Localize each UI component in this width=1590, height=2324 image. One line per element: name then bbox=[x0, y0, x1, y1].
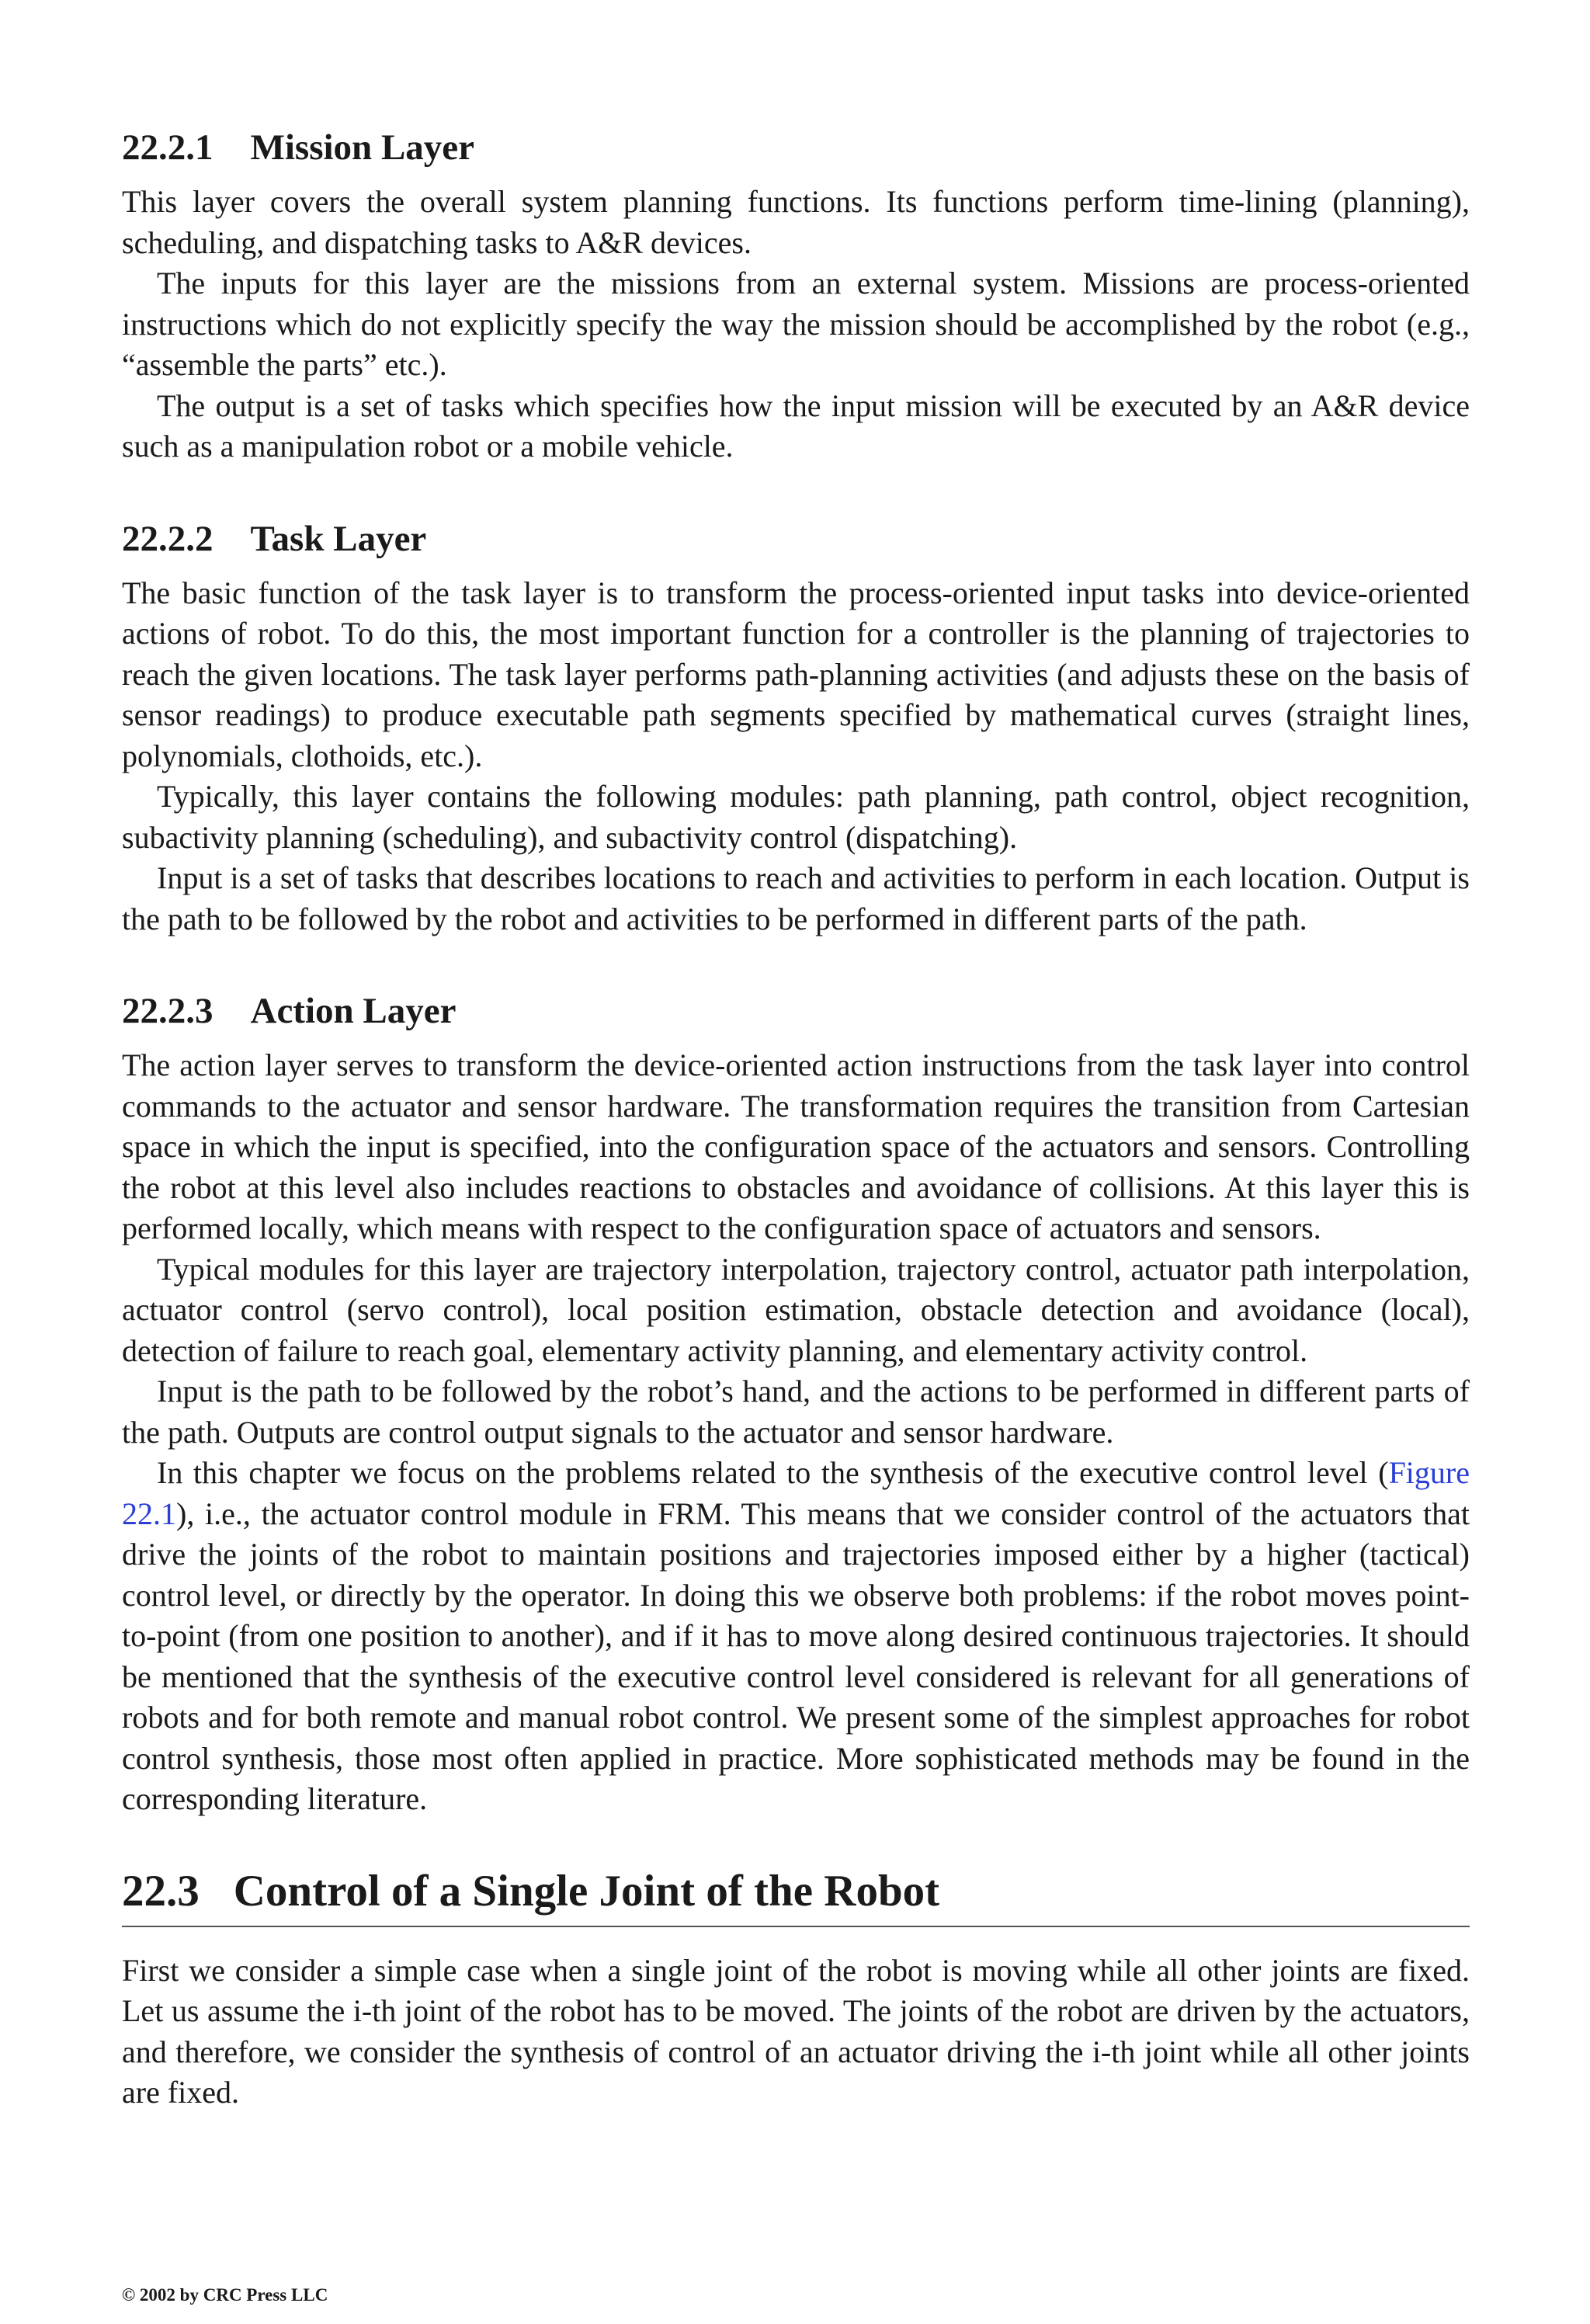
section-title: Mission Layer bbox=[250, 127, 475, 168]
paragraph-text: In this chapter we focus on the problems related to the synthesis of the executive control level ( bbox=[157, 1455, 1389, 1490]
section-title: Action Layer bbox=[250, 991, 457, 1031]
figure-link[interactable]: Figure 22.1 bbox=[122, 1455, 1470, 1531]
paragraph: Typically, this layer contains the following modules: path planning, path control, object recognition, subactivity planning (scheduling), and subactivity control (dispatching). bbox=[122, 779, 1470, 855]
section-heading-action-layer bbox=[122, 988, 1470, 1034]
section-title: Task Layer bbox=[250, 518, 427, 559]
paragraph: The output is a set of tasks which specifies how the input mission will be executed by an A&R device such as a manipulation robot or a mobile vehicle. bbox=[122, 387, 1470, 464]
paragraph: The inputs for this layer are the missions from an external system. Missions are process-oriented instructions which do not explicitly specify the way the mission should be accomplished by the robot (e.g., “assemble the parts” etc.). bbox=[122, 266, 1470, 382]
paragraph: This layer covers the overall system planning functions. Its functions perform time-lining (planning), scheduling, and dispatching tasks to A&R devices. bbox=[122, 184, 1470, 260]
paragraph: Typical modules for this layer are trajectory interpolation, trajectory control, actuator path interpolation, actuator control (servo control), local position estimation, obstacle detection and avoidance (local), detection of failure to reach goal, elementary activity planning, and elementary activity control. bbox=[122, 1251, 1470, 1368]
section-title: Control of a Single Joint of the Robot bbox=[233, 1866, 940, 1916]
section-number: 22.2.2 bbox=[122, 518, 214, 559]
section-number: 22.2.1 bbox=[122, 127, 214, 168]
paragraph: First we consider a simple case when a single joint of the robot is moving while all other joints are fixed. Let us assume the i-th joint of the robot has to be moved. The joints of the robot are driven by the actuators, and therefore, we consider the synthesis of control of an actuator driving the i-th joint while all other joints are fixed. bbox=[122, 1952, 1470, 2110]
section-number: 22.3 bbox=[122, 1866, 200, 1916]
paragraph-text: ), i.e., the actuator control module in FRM. This means that we consider control of the actuators that drive the joints of the robot to maintain positions and trajectories imposed either by a higher (tactical) control level, or directly by the operator. In doing this we observe both problems: if the robot moves point-to-point (from one position to another), and if it has to move along desired continuous trajectories. It should be mentioned that the synthesis of the executive control level considered is relevant for all generations of robots and for both remote and manual robot control. We present some of the simplest approaches for robot control synthesis, those most often applied in practice. More sophisticated methods may be found in the corresponding literature. bbox=[122, 1495, 1470, 1816]
section-heading-single-joint-control bbox=[122, 1864, 1470, 1927]
paragraph: The basic function of the task layer is to transform the process-oriented input tasks into device-oriented actions of robot. To do this, the most important function for a controller is the planning of trajectories to reach the given locations. The task layer performs path-planning activities (and adjusts these on the basis of sensor readings) to produce executable path segments specified by mathematical curves (straight lines, polynomials, clothoids, etc.). bbox=[122, 575, 1470, 773]
paragraph: Input is the path to be followed by the robot’s hand, and the actions to be performed in different parts of the path. Outputs are control output signals to the actuator and sensor hardware. bbox=[122, 1374, 1470, 1450]
paragraph: Input is a set of tasks that describes locations to reach and activities to perform in each location. Output is the path to be followed by the robot and activities to be performed in different parts of the path. bbox=[122, 860, 1470, 936]
section-number: 22.2.3 bbox=[122, 991, 214, 1031]
paragraph: The action layer serves to transform the device-oriented action instructions from the task layer into control commands to the actuator and sensor hardware. The transformation requires the transition from Cartesian space in which the input is specified, into the configuration space of the actuators and sensors. Controlling the robot at this level also includes reactions to obstacles and avoidance of collisions. At this layer this is performed locally, which means with respect to the configuration space of actuators and sensors. bbox=[122, 1047, 1470, 1245]
page-content bbox=[122, 124, 1470, 2114]
section-heading-mission-layer bbox=[122, 124, 1470, 171]
copyright-footer: © 2002 by CRC Press LLC bbox=[122, 2285, 328, 2305]
section-heading-task-layer bbox=[122, 516, 1470, 562]
paragraph bbox=[122, 1453, 1470, 1820]
